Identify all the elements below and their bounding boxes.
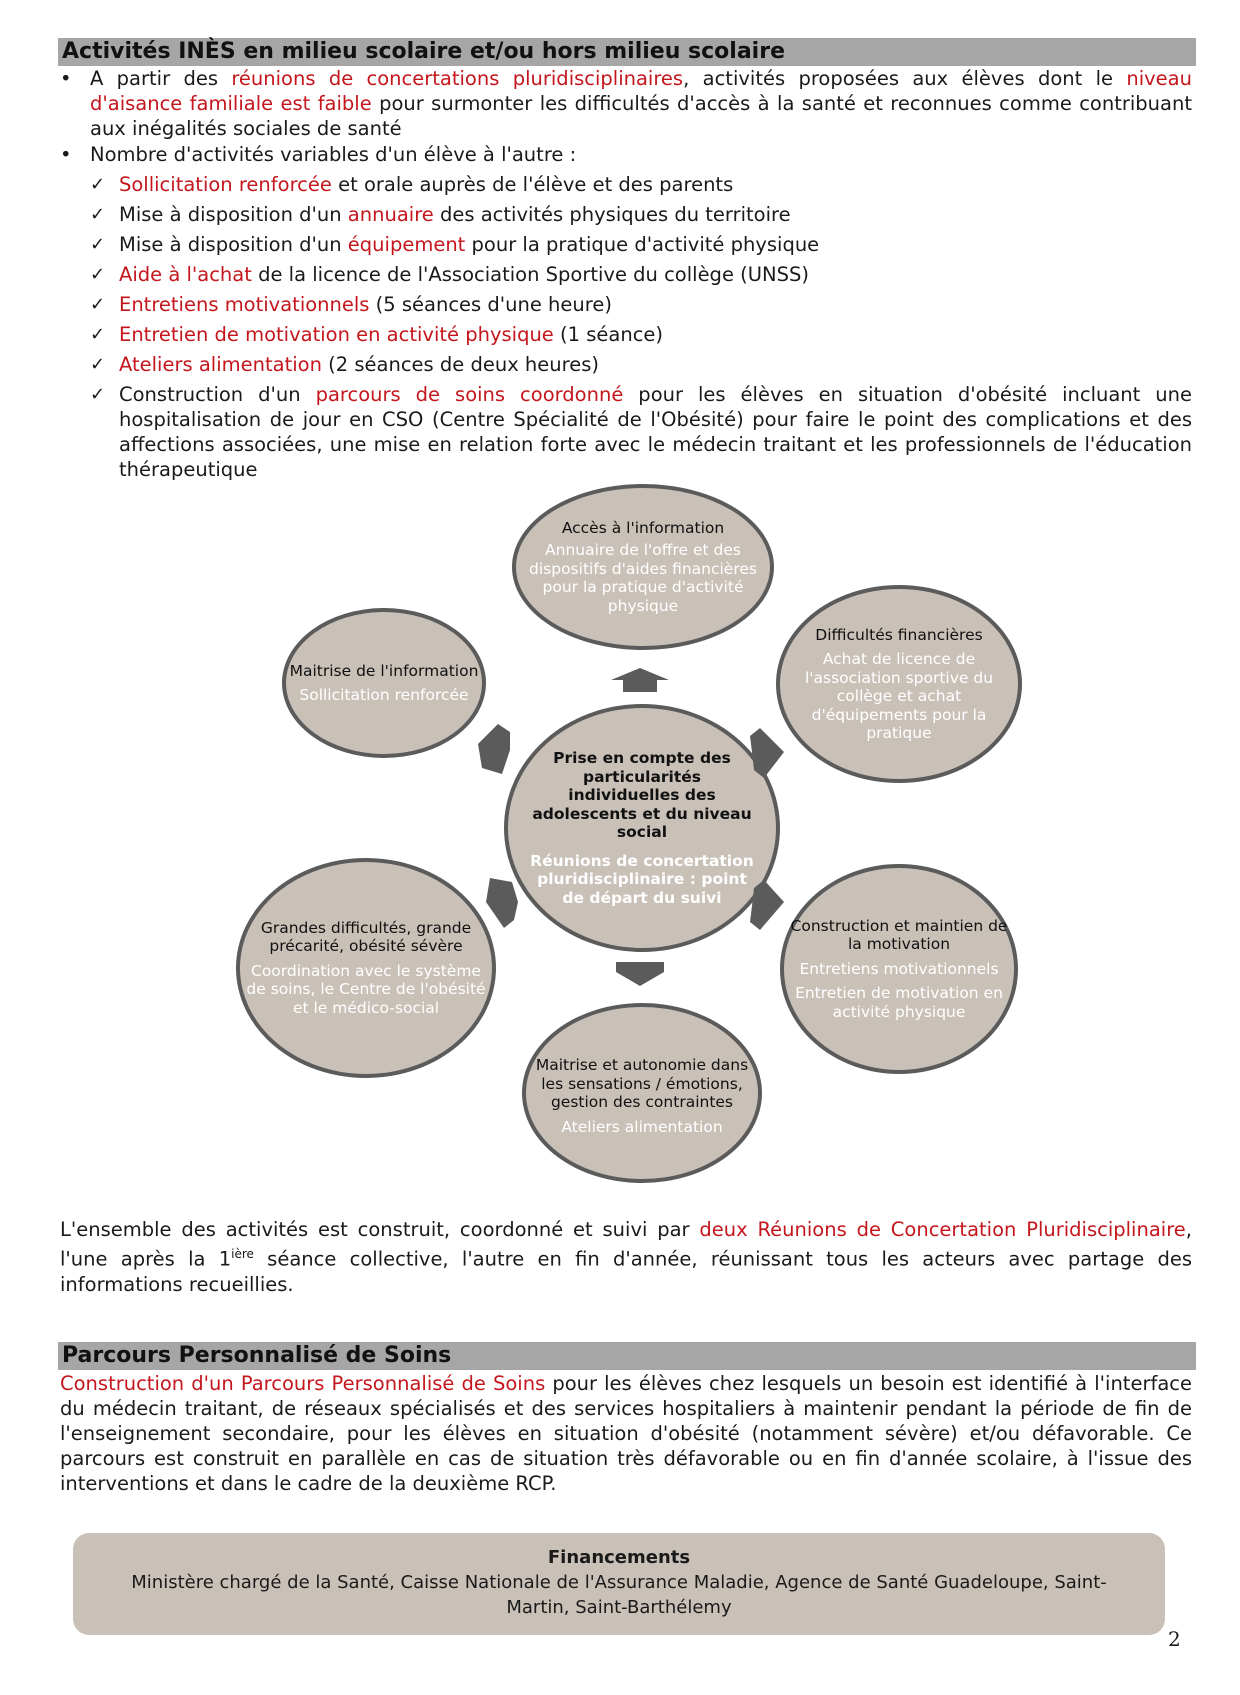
section-heading-activites: Activités INÈS en milieu scolaire et/ou hors milieu scolaire [58,38,1196,66]
checkmark-icon: ✓ [90,264,106,285]
check-item-5: ✓ Entretiens motivationnels (5 séances d'une heure) [90,293,612,316]
section-heading-parcours: Parcours Personnalisé de Soins [58,1342,1196,1370]
check-item-7: ✓ Ateliers alimentation (2 séances de deux heures) [90,353,600,376]
parcours-paragraph: Construction d'un Parcours Personnalisé de Soins pour les élèves chez lesquels un besoin est identifié à l'interface du médecin traitant, de réseaux spécialisés et des services hospitaliers à maintenir pendant la période de fin de l'enseignement secondaire, pour les élèves en situation d'obésité (notamment sévère) et/ou défavorable. Ce parcours est construit en parallèle en cas de situation très défavorable ou en fin d'année scolaire, à l'issue des interventions et dans le cadre de la deuxième RCP. [60,1372,1192,1495]
diagram-node-difficultes-financieres [776,585,1022,783]
node-heading: Maitrise et autonomie dans les sensations / émotions, gestion des contraintes [535,1056,749,1111]
checkmark-icon: ✓ [90,174,106,195]
diagram-node-acces-information [512,484,774,650]
rcp-paragraph: L'ensemble des activités est construit, coordonné et suivi par deux Réunions de Concertation Pluridisciplinaire, l'une après la $1^{ière}$ séance collective, l'autre en fin d'année, réunissant tous les acteurs avec partage des informations recueillies. [60,1218,1192,1296]
financements-box [73,1533,1165,1635]
node-heading: Maitrise de l'information [289,661,479,680]
bullet-item-nombre-activites: • Nombre d'activités variables d'un élève à l'autre : [60,143,577,166]
financements-title: Financements [547,1547,691,1568]
arrow-up-icon [611,668,669,692]
node-heading: Grandes difficultés, grande précarité, obésité sévère [260,918,472,956]
diagram-node-grandes-difficultes [236,858,496,1078]
checkmark-icon: ✓ [90,384,106,405]
check-item-3: ✓ Mise à disposition d'un équipement pour la pratique d'activité physique [90,233,820,256]
check-item-4: ✓ Aide à l'achat de la licence de l'Association Sportive du collège (UNSS) [90,263,809,286]
arrow-lower-left-icon [486,878,520,928]
arrow-upper-left-icon [478,724,512,774]
checkmark-icon: ✓ [90,234,106,255]
diagram-node-maitrise-information [282,608,486,758]
node-detail: Sollicitation renforcée [299,686,469,704]
node-detail: Achat de licence de l'association sportive du collège et achat d'équipements pour la pratique [804,650,994,742]
check-item-8: ✓ Construction d'un parcours de soins coordonné pour les élèves en situation d'obésité incluant une hospitalisation de jour en CSO (Centre Spécialité de l'Obésité) pour faire le point des complications et des affections associées, une mise en relation forte avec le médecin traitant et les professionnels de l'éducation thérapeutique [90,383,1192,481]
financements-text: Ministère chargé de la Santé, Caisse Nationale de l'Assurance Maladie, Agence de Santé Guadeloupe, Saint-Martin, Saint-Barthélemy [131,1572,1107,1618]
bullet-icon: • [60,143,72,166]
node-detail-2: Entretien de motivation en activité physique [795,984,1003,1021]
node-detail: Ateliers alimentation [561,1117,723,1136]
bullet-icon: • [60,67,72,90]
bullet-item-reunions: • A partir des réunions de concertations pluridisciplinaires, activités proposées aux élèves dont le niveau d'aisance familiale est faible pour surmonter les difficultés d'accès à la santé et reconnues comme contribuant aux inégalités sociales de santé [60,67,1192,140]
checkmark-icon: ✓ [90,204,106,225]
page-number: 2 [1168,1627,1181,1651]
node-heading: Prise en compte des particularités individuelles des adolescents et du niveau social [532,749,752,841]
node-detail: Réunions de concertation pluridisciplinaire : point de départ du suivi [530,851,754,907]
node-heading: Accès à l'information [561,518,725,537]
check-item-2: ✓ Mise à disposition d'un annuaire des activités physiques du territoire [90,203,791,226]
node-heading: Construction et maintien de la motivation [790,916,1008,954]
node-detail: Annuaire de l'offre et des dispositifs d'aides financières pour la pratique d'activité physique [529,541,757,615]
arrow-lower-right-icon [750,880,784,930]
diagram-node-center [504,704,780,952]
diagram-node-motivation [780,864,1018,1074]
arrow-down-icon [616,962,664,986]
node-heading: Difficultés financières [815,625,983,644]
check-item-6: ✓ Entretien de motivation en activité physique (1 séance) [90,323,664,346]
diagram-node-autonomie [522,1003,762,1183]
arrow-upper-right-icon [750,728,784,778]
checkmark-icon: ✓ [90,294,106,315]
checkmark-icon: ✓ [90,354,106,375]
node-detail: Entretiens motivationnels [799,959,999,978]
check-item-1: ✓ Sollicitation renforcée et orale auprès de l'élève et des parents [90,173,734,196]
node-detail: Coordination avec le système de soins, le Centre de l'obésité et le médico-social [246,961,486,1017]
checkmark-icon: ✓ [90,324,106,345]
